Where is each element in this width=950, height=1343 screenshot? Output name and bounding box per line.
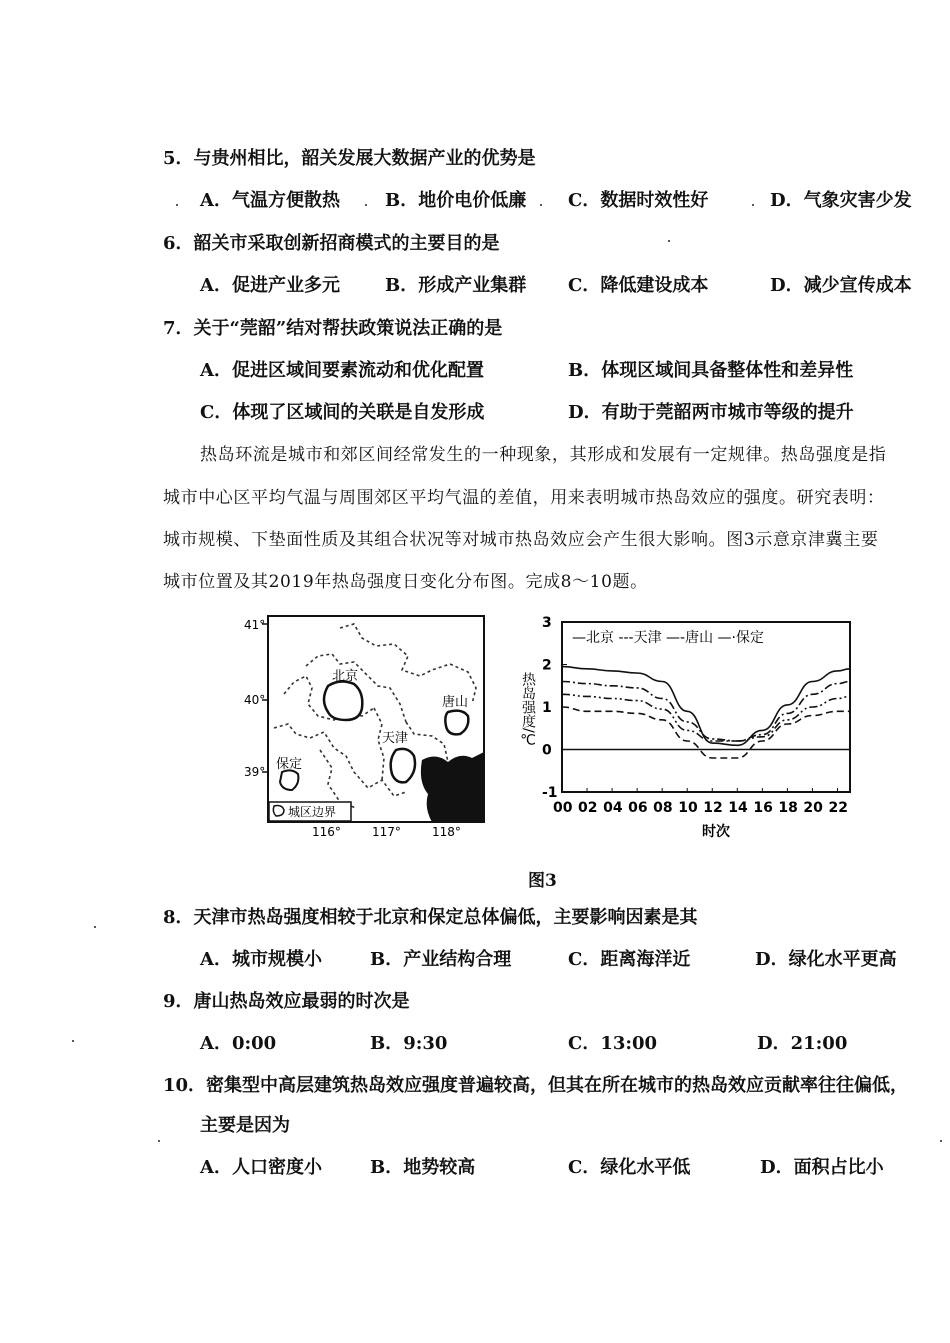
- q9-option-a[interactable]: A．0:00: [200, 1033, 277, 1054]
- lat-label-40: 40°: [244, 693, 266, 707]
- question-6-stem: 6．韶关市采取创新招商模式的主要目的是: [163, 233, 500, 254]
- q9-option-c[interactable]: C．13:00: [568, 1033, 658, 1054]
- q7-option-c[interactable]: C．体现了区域间的关联是自发形成: [200, 402, 485, 423]
- x-tick-label: 20: [803, 800, 823, 816]
- q9-option-d[interactable]: D．21:00: [757, 1033, 848, 1054]
- city-label-tangshan: 唐山: [442, 695, 469, 710]
- heat-island-chart: [520, 612, 860, 842]
- chart-legend: —北京 ---天津 —-唐山 —·保定: [572, 630, 765, 646]
- lon-label-116: 116°: [312, 825, 341, 839]
- x-tick-label: 04: [603, 800, 623, 816]
- x-tick-label: 16: [753, 800, 773, 816]
- passage-line-3: 城市规模、下垫面性质及其组合状况等对城市热岛效应会产生很大影响。图3示意京津冀主要: [163, 530, 879, 550]
- chart-xlabel: 时次: [702, 824, 730, 840]
- q8-option-c[interactable]: C．距离海洋近: [568, 949, 691, 970]
- x-tick-label: 18: [778, 800, 798, 816]
- q8-option-d[interactable]: D．绿化水平更高: [755, 949, 897, 970]
- map-legend-label: 城区边界: [288, 805, 337, 819]
- question-9-stem: 9．唐山热岛效应最弱的时次是: [163, 991, 410, 1012]
- q7-option-b[interactable]: B．体现区域间具备整体性和差异性: [568, 360, 854, 381]
- q10-option-b[interactable]: B．地势较高: [370, 1157, 476, 1178]
- q6-option-c[interactable]: C．降低建设成本: [568, 275, 709, 296]
- x-tick-label: 12: [703, 800, 723, 816]
- q8-option-b[interactable]: B．产业结构合理: [370, 949, 512, 970]
- q10-option-a[interactable]: A．人口密度小: [200, 1157, 322, 1178]
- scan-speck: [158, 1140, 160, 1142]
- scan-speck: [94, 926, 96, 928]
- passage-line-4: 城市位置及其2019年热岛强度日变化分布图。完成8～10题。: [163, 572, 648, 592]
- x-tick-label: 14: [728, 800, 748, 816]
- q10-option-c[interactable]: C．绿化水平低: [568, 1157, 691, 1178]
- q5-option-c[interactable]: C．数据时效性好: [568, 190, 709, 211]
- baoding-boundary: [280, 770, 298, 790]
- scan-speck: [668, 240, 670, 242]
- city-label-baoding: 保定: [276, 757, 303, 772]
- question-5-stem: 5．与贵州相比，韶关发展大数据产业的优势是: [163, 148, 536, 169]
- y-tick-label: -1: [542, 785, 558, 801]
- question-7-stem: 7．关于“莞韶”结对帮扶政策说法正确的是: [163, 318, 503, 339]
- x-tick-label: 00: [553, 800, 573, 816]
- scan-speck: [176, 204, 178, 206]
- scan-speck: [72, 1040, 74, 1042]
- lat-label-41: 41°: [244, 618, 266, 632]
- sea-area: [421, 752, 484, 822]
- q7-option-d[interactable]: D．有助于莞韶两市城市等级的提升: [568, 402, 854, 423]
- q5-option-d[interactable]: D．气象灾害少发: [770, 190, 912, 211]
- y-tick-label: 2: [542, 657, 552, 674]
- y-tick-label: 1: [542, 700, 552, 716]
- q6-option-d[interactable]: D．减少宣传成本: [770, 275, 912, 296]
- q7-option-a[interactable]: A．促进区域间要素流动和优化配置: [200, 360, 484, 381]
- question-8-stem: 8．天津市热岛强度相较于北京和保定总体偏低，主要影响因素是其: [163, 907, 698, 928]
- lon-label-117: 117°: [372, 825, 401, 839]
- x-tick-label: 22: [828, 800, 848, 816]
- x-tick-label: 08: [653, 800, 673, 816]
- lat-label-39: 39°: [244, 765, 266, 779]
- lon-label-118: 118°: [432, 825, 461, 839]
- x-tick-label: 10: [678, 800, 698, 816]
- scan-speck: [540, 204, 542, 206]
- q6-option-a[interactable]: A．促进产业多元: [200, 275, 340, 296]
- beijing-boundary: [324, 681, 362, 720]
- question-10-stem-line-1: 10．密集型中高层建筑热岛效应强度普遍较高，但其在所在城市的热岛效应贡献率往往偏低，: [163, 1075, 909, 1096]
- scan-speck: [940, 1140, 942, 1142]
- city-label-beijing: 北京: [332, 669, 359, 684]
- y-tick-label: 3: [542, 615, 552, 631]
- city-label-tianjin: 天津: [382, 731, 409, 746]
- scan-speck: [752, 204, 754, 206]
- passage-line-2: 城市中心区平均气温与周围郊区平均气温的差值，用来表明城市热岛效应的强度。研究表明：: [163, 488, 885, 508]
- passage-line-1: 热岛环流是城市和郊区间经常发生的一种现象，其形成和发展有一定规律。热岛强度是指: [200, 445, 887, 465]
- q10-option-d[interactable]: D．面积占比小: [760, 1157, 884, 1178]
- x-tick-label: 02: [578, 800, 598, 816]
- jingjinji-map: [236, 612, 492, 842]
- q5-option-a[interactable]: A．气温方便散热: [200, 190, 340, 211]
- tangshan-boundary: [445, 711, 468, 735]
- y-tick-label: 0: [542, 742, 552, 759]
- question-10-stem-line-2: 主要是因为: [200, 1115, 290, 1136]
- q6-option-b[interactable]: B．形成产业集群: [385, 275, 527, 296]
- q8-option-a[interactable]: A．城市规模小: [200, 949, 322, 970]
- tianjin-boundary: [391, 749, 415, 782]
- scan-speck: [365, 204, 367, 206]
- q9-option-b[interactable]: B．9:30: [370, 1033, 448, 1054]
- figure-caption: 图3: [528, 871, 557, 891]
- chart-frame: [562, 622, 850, 792]
- chart-ylabel: 热岛强度/℃: [520, 672, 536, 749]
- q5-option-b[interactable]: B．地价电价低廉: [385, 190, 527, 211]
- x-tick-label: 06: [628, 800, 648, 816]
